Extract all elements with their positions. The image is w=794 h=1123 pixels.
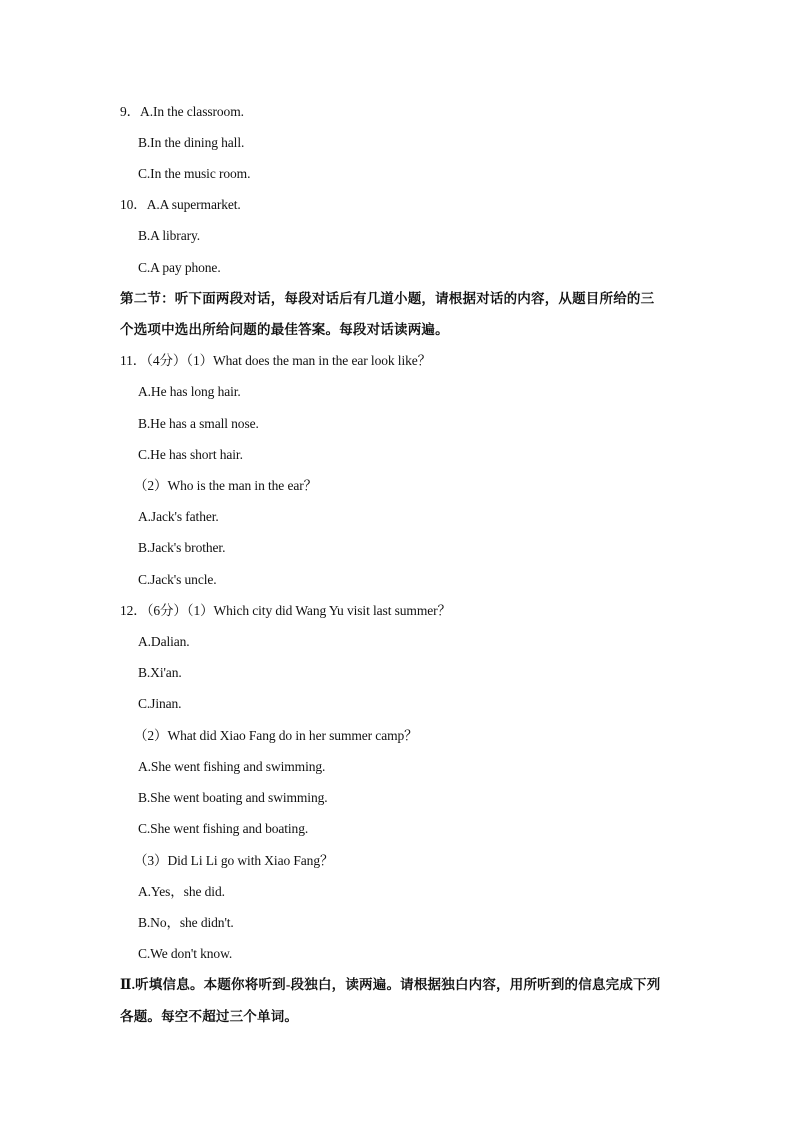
q11-2-option-c: C.Jack's uncle. bbox=[138, 572, 217, 587]
q12-2-option-b: B.She went boating and swimming. bbox=[138, 790, 328, 805]
q10-option-b: B.A library. bbox=[138, 228, 201, 243]
q11-sub2-stem: （2）Who is the man in the ear？ bbox=[134, 478, 318, 493]
section2-instruction-line2: 个选项中选出所给问题的最佳答案。每段对话读两遍。 bbox=[120, 322, 449, 337]
q10-option-a: 10．A.A supermarket. bbox=[120, 197, 241, 212]
section2-instruction-line1: 第二节：听下面两段对话，每段对话后有几道小题，请根据对话的内容，从题目所给的三 bbox=[120, 291, 655, 306]
q12-sub3-stem: （3）Did Li Li go with Xiao Fang？ bbox=[134, 853, 334, 868]
q12-sub2-stem: （2）What did Xiao Fang do in her summer camp？ bbox=[134, 728, 418, 743]
part2-instruction-line1: Ⅱ.听填信息。本题你将听到-段独白，读两遍。请根据独白内容，用所听到的信息完成下列 bbox=[120, 977, 661, 992]
q11-1-option-a: A.He has long hair. bbox=[138, 384, 241, 399]
q12-3-option-c: C.We don't know. bbox=[138, 946, 233, 961]
q11-1-option-c: C.He has short hair. bbox=[138, 447, 243, 462]
q11-stem: 11．（4分）（1）What does the man in the ear look like？ bbox=[120, 353, 432, 368]
q11-2-option-a: A.Jack's father. bbox=[138, 509, 219, 524]
q9-option-b: B.In the dining hall. bbox=[138, 135, 245, 150]
part2-instruction-line2: 各题。每空不超过三个单词。 bbox=[120, 1009, 299, 1024]
q12-1-option-b: B.Xi'an. bbox=[138, 665, 182, 680]
q10-option-c: C.A pay phone. bbox=[138, 260, 221, 275]
q12-1-option-a: A.Dalian. bbox=[138, 634, 190, 649]
q12-2-option-a: A.She went fishing and swimming. bbox=[138, 759, 326, 774]
q12-3-option-a: A.Yes，she did. bbox=[138, 884, 225, 899]
q9-option-a: 9．A.In the classroom. bbox=[120, 104, 244, 119]
q12-stem: 12．（6分）（1）Which city did Wang Yu visit last summer？ bbox=[120, 603, 451, 618]
q12-2-option-c: C.She went fishing and boating. bbox=[138, 821, 309, 836]
q11-1-option-b: B.He has a small nose. bbox=[138, 416, 259, 431]
q11-2-option-b: B.Jack's brother. bbox=[138, 540, 226, 555]
q9-option-c: C.In the music room. bbox=[138, 166, 251, 181]
q12-3-option-b: B.No，she didn't. bbox=[138, 915, 234, 930]
q12-1-option-c: C.Jinan. bbox=[138, 696, 182, 711]
